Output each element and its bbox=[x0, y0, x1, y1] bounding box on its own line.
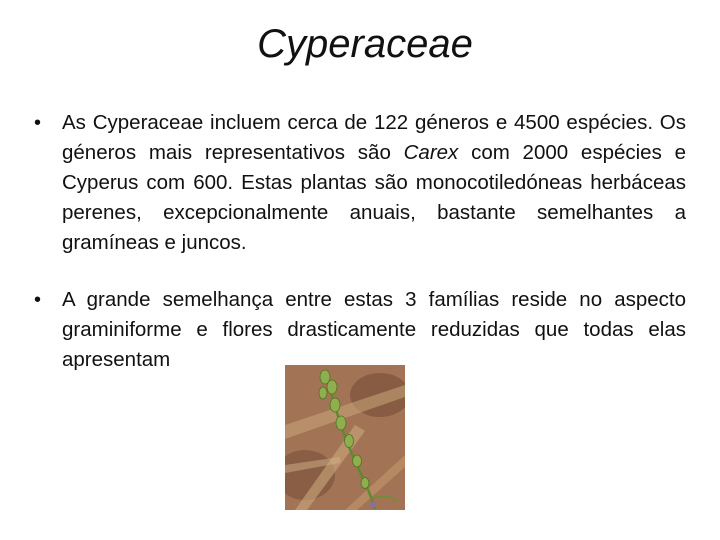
bullet-text-post: com 2000 espécies e Cyperus com 600. Estas plantas são monocotiledóneas herbáceas perenes, excepcionalmente anuais, bastante semelhantes a gramíneas e juncos. bbox=[62, 141, 686, 254]
bullet-text: A grande semelhança entre estas 3 famílias reside no aspecto graminiforme e flores drasticamente reduzidas que todas elas apresentam bbox=[62, 288, 686, 371]
spikelet bbox=[361, 478, 369, 489]
spikelet bbox=[353, 455, 362, 467]
carex-plant-photo bbox=[285, 365, 405, 510]
bullet-list bbox=[34, 108, 686, 375]
bullet-item-1 bbox=[34, 108, 686, 258]
slide-title: Cyperaceae bbox=[257, 22, 473, 66]
bullet-text-pre: As Cyperaceae incluem cerca de 122 géneros e 4500 espécies. Os géneros mais representativos são bbox=[62, 111, 686, 164]
bullet-dot: • bbox=[34, 112, 42, 134]
small-flower bbox=[370, 502, 376, 508]
bullet-item-2 bbox=[34, 285, 686, 375]
spikelet bbox=[345, 435, 354, 448]
spikelet bbox=[330, 398, 340, 412]
spikelet bbox=[327, 380, 337, 394]
bullet-text-emphasis: Carex bbox=[403, 141, 459, 164]
bullet-dot: • bbox=[34, 289, 42, 311]
spikelet bbox=[319, 387, 327, 399]
spikelet bbox=[336, 416, 346, 430]
plant-illustration bbox=[285, 365, 405, 510]
